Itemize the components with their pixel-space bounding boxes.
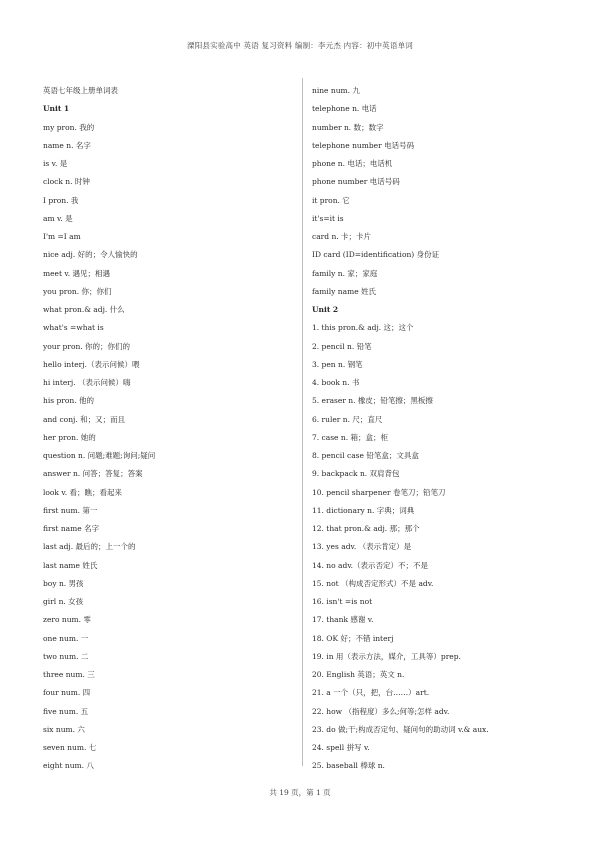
vocab-entry: meet v. 遇见；相遇 xyxy=(43,268,111,278)
vocab-entry: it's=it is xyxy=(312,213,344,223)
vocab-entry: first name 名字 xyxy=(43,524,100,533)
vocab-entry: her pron. 她的 xyxy=(43,432,96,442)
right-word-column xyxy=(312,82,562,776)
vocab-entry: boy n. 男孩 xyxy=(43,578,84,588)
vocab-entry: 20. English 英语；英文 n. xyxy=(312,670,405,679)
vocab-entry: telephone number 电话号码 xyxy=(312,140,415,150)
vocab-entry: what's =what is xyxy=(43,323,104,333)
vocab-entry: hello interj.（表示问候）喂 xyxy=(43,359,140,369)
vocab-entry: telephone n. 电话 xyxy=(312,104,377,114)
vocab-entry: 13. yes adv. （表示肯定）是 xyxy=(312,542,412,552)
vocab-entry: 英语七年级上册单词表 xyxy=(43,86,118,95)
vocab-entry: 19. in 用（表示方法，媒介，工具等）prep. xyxy=(312,651,461,661)
vocab-entry: girl n. 女孩 xyxy=(43,597,84,606)
vocab-entry: first num. 第一 xyxy=(43,505,98,515)
vocab-entry: eight num. 八 xyxy=(43,761,94,771)
vocab-entry: zero num. 零 xyxy=(43,615,91,625)
vocab-entry: what pron.& adj. 什么 xyxy=(43,305,125,314)
vocab-entry: clock n. 时钟 xyxy=(43,177,90,187)
vocab-entry: family n. 家；家庭 xyxy=(312,268,378,278)
unit-heading: Unit 1 xyxy=(43,104,70,114)
vocab-entry: 3. pen n. 钢笔 xyxy=(312,359,363,369)
vocab-entry: 10. pencil sharpener 卷笔刀；铅笔刀 xyxy=(312,487,446,497)
vocab-entry: question n. 问题;难题;询问;疑问 xyxy=(43,451,156,460)
vocab-entry: I'm =I am xyxy=(43,232,81,241)
vocab-entry: hi interj. （表示问候）嗨 xyxy=(43,378,131,387)
unit-heading: Unit 2 xyxy=(312,305,339,314)
vocab-entry: 25. baseball 棒球 n. xyxy=(312,761,385,771)
vocab-entry: five num. 五 xyxy=(43,706,89,716)
vocab-entry: phone number 电话号码 xyxy=(312,177,400,187)
vocab-entry: 21. a 一个（只，把，台……）art. xyxy=(312,688,430,698)
vocab-entry: I pron. 我 xyxy=(43,195,79,205)
vocab-entry: 16. isn't =is not xyxy=(312,597,373,606)
vocab-entry: 4. book n. 书 xyxy=(312,378,360,387)
vocab-entry: answer n. 问答；答复；答案 xyxy=(43,469,143,479)
vocab-entry: and conj. 和；又；而且 xyxy=(43,414,126,424)
vocab-entry: look v. 看；瞧；看起来 xyxy=(43,487,122,497)
vocab-entry: 7. case n. 箱；盒；柜 xyxy=(312,432,388,442)
vocab-entry: seven num. 七 xyxy=(43,743,97,752)
vocab-entry: nine num. 九 xyxy=(312,86,360,95)
vocab-entry: his pron. 他的 xyxy=(43,396,94,406)
vocab-entry: 8. pencil case 铅笔盒；文具盒 xyxy=(312,451,419,460)
vocab-entry: 11. dictionary n. 字典；词典 xyxy=(312,505,415,515)
vocab-entry: one num. 一 xyxy=(43,633,89,643)
vocab-entry: 5. eraser n. 橡皮；铅笔擦；黑板擦 xyxy=(312,396,433,406)
vocab-entry: it pron. 它 xyxy=(312,195,350,205)
vocab-entry: 17. thank 感谢 v. xyxy=(312,615,374,625)
vocab-entry: my pron. 我的 xyxy=(43,122,95,132)
vocab-entry: is v. 是 xyxy=(43,159,68,168)
vocab-entry: family name 姓氏 xyxy=(312,286,377,296)
vocab-entry: three num. 三 xyxy=(43,670,95,679)
vocab-entry: your pron. 你的；你们的 xyxy=(43,341,131,351)
vocab-entry: 9. backpack n. 双肩背包 xyxy=(312,469,400,479)
vocab-entry: am v. 是 xyxy=(43,213,73,223)
left-word-column xyxy=(43,82,293,776)
vocab-entry: 2. pencil n. 铅笔 xyxy=(312,341,372,351)
vocab-entry: 23. do 做;干;构成否定句、疑问句的助动词 v.& aux. xyxy=(312,724,489,734)
vocab-entry: four num. 四 xyxy=(43,688,91,698)
vocab-entry: ID card (ID=identification) 身份证 xyxy=(312,250,440,260)
page-header: 溧阳县实验高中 英语 复习资料 编制：李元杰 内容：初中英语单词 xyxy=(187,41,413,50)
vocab-entry: last adj. 最后的；上一个的 xyxy=(43,542,136,552)
vocab-entry: 24. spell 拼写 v. xyxy=(312,743,370,752)
vocab-entry: two num. 二 xyxy=(43,651,89,661)
vocab-entry: 15. not （构成否定形式）不是 adv. xyxy=(312,578,434,588)
vocab-entry: card n. 卡；卡片 xyxy=(312,232,372,241)
vocab-entry: 12. that pron.& adj. 那；那个 xyxy=(312,524,420,533)
vocab-entry: six num. 六 xyxy=(43,724,85,734)
vocab-entry: number n. 数；数字 xyxy=(312,122,384,132)
vocab-entry: 14. no adv.（表示否定）不；不是 xyxy=(312,560,429,570)
vocab-entry: 18. OK 好；不错 interj xyxy=(312,633,394,643)
vocab-entry: last name 姓氏 xyxy=(43,560,98,570)
vocab-entry: 1. this pron.& adj. 这；这个 xyxy=(312,323,414,333)
vocab-entry: 6. ruler n. 尺；直尺 xyxy=(312,414,383,424)
vocab-entry: name n. 名字 xyxy=(43,140,91,150)
column-divider xyxy=(302,78,303,766)
vocab-entry: phone n. 电话；电话机 xyxy=(312,159,393,168)
vocab-entry: 22. how （指程度）多么;何等;怎样 adv. xyxy=(312,706,450,716)
vocab-entry: you pron. 你；你们 xyxy=(43,286,112,296)
vocab-entry: nice adj. 好的；令人愉快的 xyxy=(43,250,138,260)
page-footer: 共 19 页，第 1 页 xyxy=(269,788,331,797)
